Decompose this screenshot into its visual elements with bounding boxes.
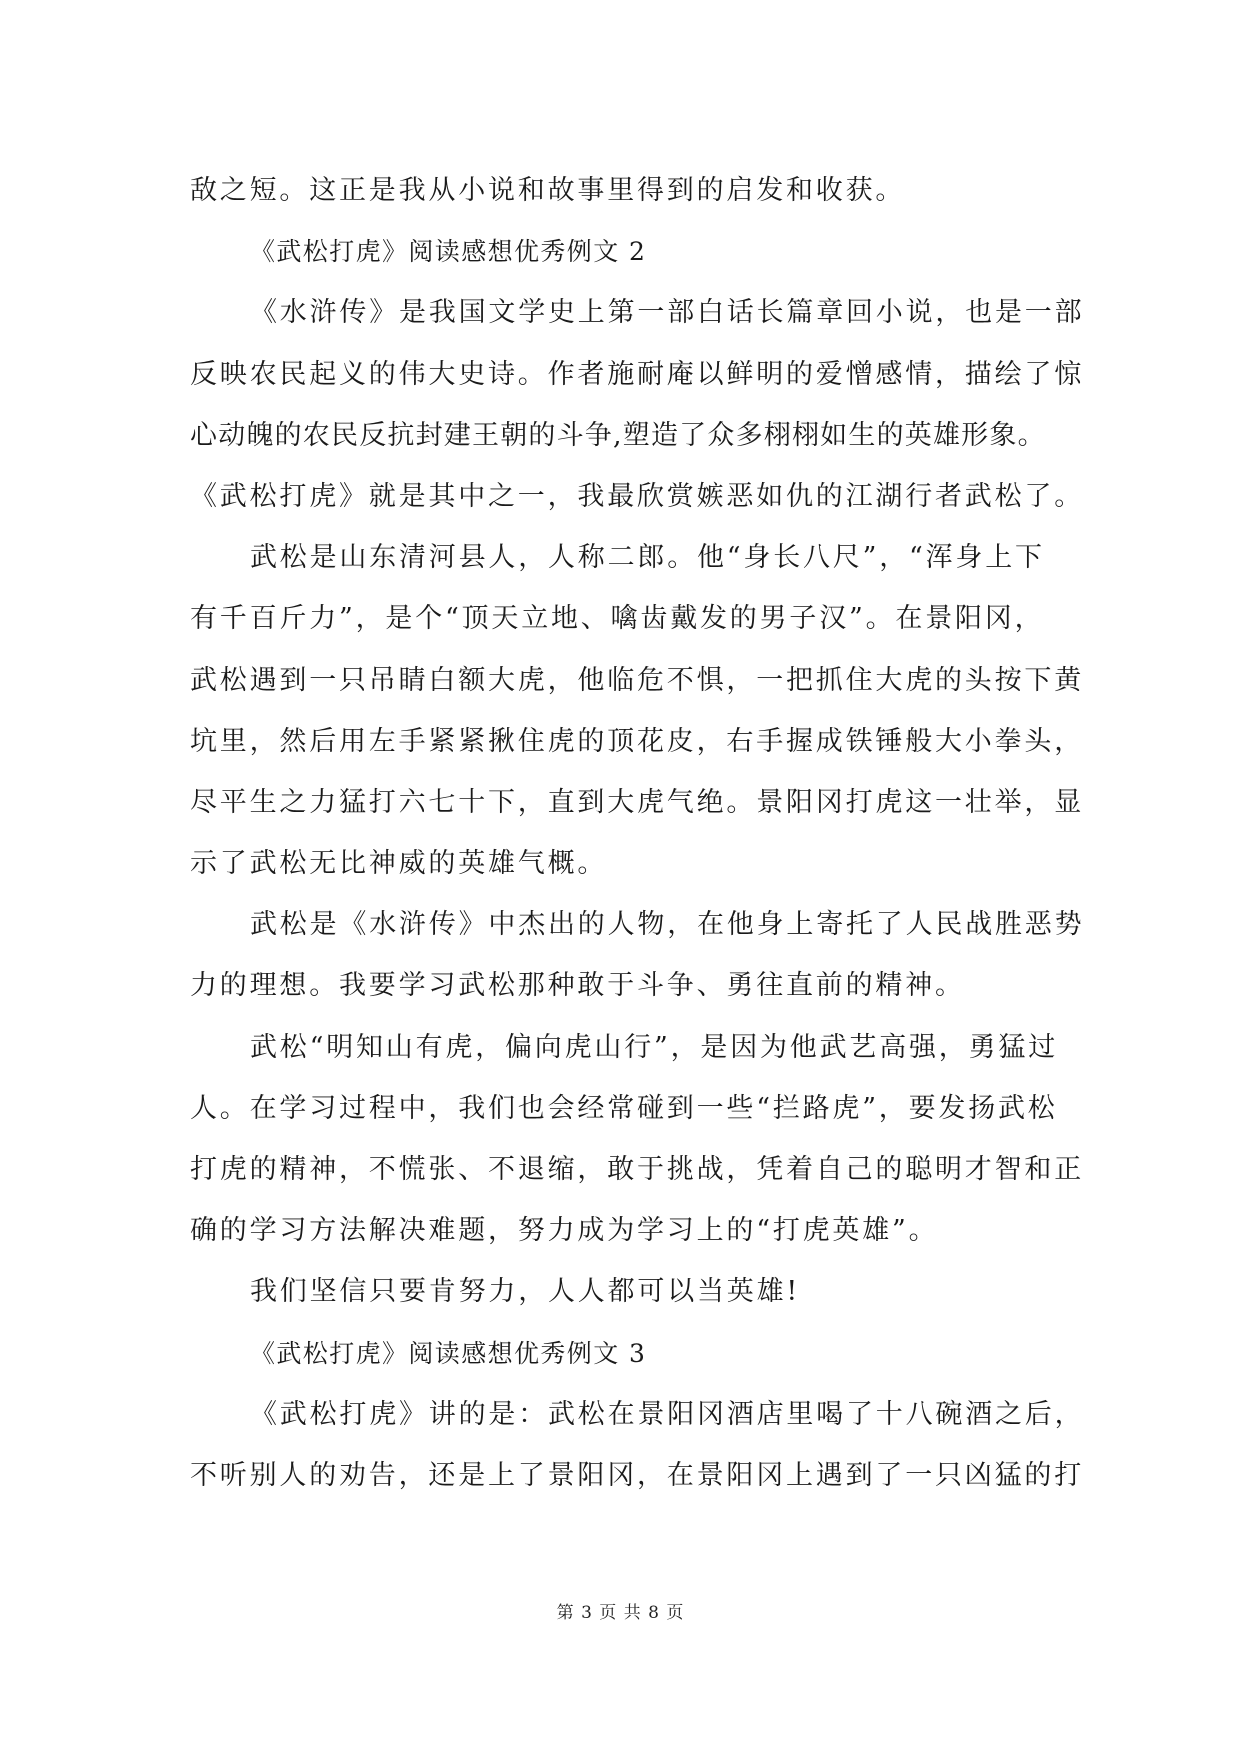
section-heading: 《武松打虎》阅读感想优秀例文 3 (250, 1338, 647, 1368)
text-line: 示了武松无比神威的英雄气概。 (190, 848, 608, 880)
section-heading: 《武松打虎》阅读感想优秀例文 2 (250, 237, 647, 267)
text-line: 武松“明知山有虎，偏向虎山行”，是因为他武艺高强，勇猛过 (250, 1031, 1059, 1063)
text-line: 确的学习方法解决难题，努力成为学习上的“打虎英雄”。 (190, 1215, 939, 1247)
text-line: 敌之短。这正是我从小说和故事里得到的启发和收获。 (190, 175, 906, 206)
text-line: 力的理想。我要学习武松那种敢于斗争、勇往直前的精神。 (190, 970, 965, 1002)
text-line: 《武松打虎》就是其中之一，我最欣赏嫉恶如仇的江湖行者武松了。 (190, 480, 1084, 512)
page-number-footer: 第 3 页 共 8 页 (556, 1603, 685, 1623)
text-line: 《水浒传》是我国文学史上第一部白话长篇章回小说，也是一部 (250, 297, 1085, 329)
text-line: 坑里，然后用左手紧紧揪住虎的顶花皮，右手握成铁锤般大小拳头， (190, 725, 1084, 757)
text-line: 尽平生之力猛打六七十下，直到大虎气绝。景阳冈打虎这一壮举，显 (190, 786, 1084, 818)
text-line: 人。在学习过程中，我们也会经常碰到一些“拦路虎”，要发扬武松 (190, 1092, 1058, 1124)
text-line: 反映农民起义的伟大史诗。作者施耐庵以鲜明的爱憎感情，描绘了惊 (190, 358, 1084, 390)
text-line: 心动魄的农民反抗封建王朝的斗争,塑造了众多栩栩如生的英雄形象。 (190, 419, 1046, 451)
text-line: 武松是山东清河县人，人称二郎。他“身长八尺”，“浑身上下 (250, 542, 1045, 574)
text-line: 《武松打虎》讲的是：武松在景阳冈酒店里喝了十八碗酒之后， (250, 1398, 1085, 1430)
text-line: 武松是《水浒传》中杰出的人物，在他身上寄托了人民战胜恶势 (250, 909, 1085, 941)
text-line: 武松遇到一只吊睛白额大虎，他临危不惧，一把抓住大虎的头按下黄 (190, 664, 1084, 696)
text-line: 有千百斤力”，是个“顶天立地、噙齿戴发的男子汉”。在景阳冈， (190, 603, 1045, 635)
text-line: 打虎的精神，不慌张、不退缩，敢于挑战，凭着自己的聪明才智和正 (190, 1154, 1084, 1185)
text-line: 不听别人的劝告，还是上了景阳冈，在景阳冈上遇到了一只凶猛的打 (190, 1459, 1084, 1491)
document-body (190, 160, 1085, 1506)
text-line: 我们坚信只要肯努力，人人都可以当英雄! (250, 1276, 801, 1308)
